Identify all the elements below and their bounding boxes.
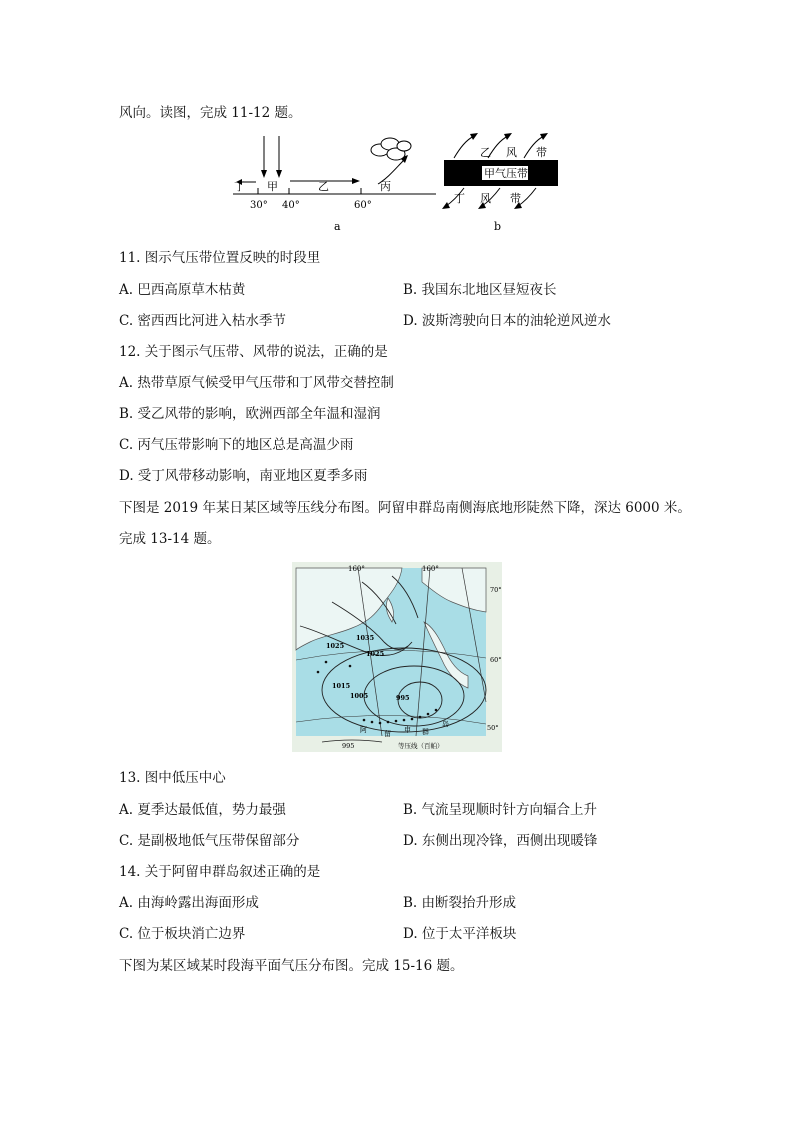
belt-label-b: 甲气压带 [484,167,528,180]
island-label-a: 阿 [360,726,367,734]
label-ding-a: 丁 [234,180,245,193]
label-ding-b: 丁 [454,192,465,205]
island-label-qun: 群 [422,728,429,736]
isobar-label-1005: 1005 [350,692,369,700]
legend-value: 995 [342,742,355,750]
lon-label-left: 160° [348,565,365,573]
q12-option-b: B. 受乙风带的影响，欧洲西部全年温和湿润 [119,406,381,422]
label-feng-top-b: 风 [506,146,517,159]
degree-40: 40° [282,200,300,211]
q14-stem: 14. 关于阿留申群岛叙述正确的是 [119,864,321,880]
isobar-map [292,562,502,752]
q11-option-d: D. 波斯湾驶向日本的油轮逆风逆水 [403,313,611,329]
q14-option-a: A. 由海岭露出海面形成 [119,895,259,911]
intro2-text: 下图是 2019 年某日某区域等压线分布图。阿留申群岛南侧海底地形陡然下降，深达 6000 米。 [119,500,691,516]
label-dai-bottom-b: 带 [510,192,521,205]
q12-option-d: D. 受丁风带移动影响，南亚地区夏季多雨 [119,468,368,484]
q11-option-a: A. 巴西高原草木枯黄 [119,282,246,298]
q11-stem: 11. 图示气压带位置反映的时段里 [119,250,321,266]
island-label-liu: 留 [384,730,391,738]
q13-stem: 13. 图中低压中心 [119,770,226,786]
label-feng-bottom-b: 风 [480,192,491,205]
isobar-label-1025-west: 1025 [326,642,345,650]
q12-option-a: A. 热带草原气候受甲气压带和丁风带交替控制 [119,375,394,391]
q11-option-b: B. 我国东北地区昼短夜长 [403,282,557,298]
degree-60: 60° [354,200,372,211]
label-bing-a: 丙 [380,180,391,193]
label-yi-b: 乙 [480,146,491,159]
lon-label-right: 160° [422,565,439,573]
q13-option-c: C. 是副极地低气压带保留部分 [119,833,300,849]
q12-option-c: C. 丙气压带影响下的地区总是高温少雨 [119,437,354,453]
lat-label-60: 60° [490,656,502,664]
isobar-label-1015: 1015 [332,682,351,690]
label-jia-a: 甲 [267,180,278,193]
q12-stem: 12. 关于图示气压带、风带的说法，正确的是 [119,344,388,360]
lat-label-50: 50° [487,724,499,732]
isobar-label-995: 995 [396,694,410,702]
island-label-shen: 申 [404,726,411,734]
q11-option-c: C. 密西西比河进入枯水季节 [119,313,286,329]
q14-option-c: C. 位于板块消亡边界 [119,926,246,942]
isobar-label-1035: 1035 [356,634,375,642]
lat-label-70: 70° [490,586,502,594]
island-label-dao: 岛 [442,720,449,728]
caption-a: a [334,220,341,233]
intro-text: 风向。读图，完成 11-12 题。 [119,105,302,121]
intro3-text: 下图为某区域某时段海平面气压分布图。完成 15-16 题。 [119,958,464,974]
label-dai-top-b: 带 [536,146,547,159]
caption-b: b [494,220,502,233]
isobar-label-1025: 1025 [366,650,385,658]
figure-pressure-belts [228,128,568,238]
label-yi-a: 乙 [318,180,329,193]
degree-30: 30° [250,200,268,211]
q13-option-b: B. 气流呈现顺时针方向辐合上升 [403,802,598,818]
q13-option-a: A. 夏季达最低值，势力最强 [119,802,286,818]
q14-option-b: B. 由断裂抬升形成 [403,895,517,911]
q14-option-d: D. 位于太平洋板块 [403,926,517,942]
q13-option-d: D. 东侧出现冷锋，西侧出现暖锋 [403,833,598,849]
legend-text: 等压线（百帕） [398,742,444,750]
intro2b-text: 完成 13-14 题。 [119,531,221,547]
